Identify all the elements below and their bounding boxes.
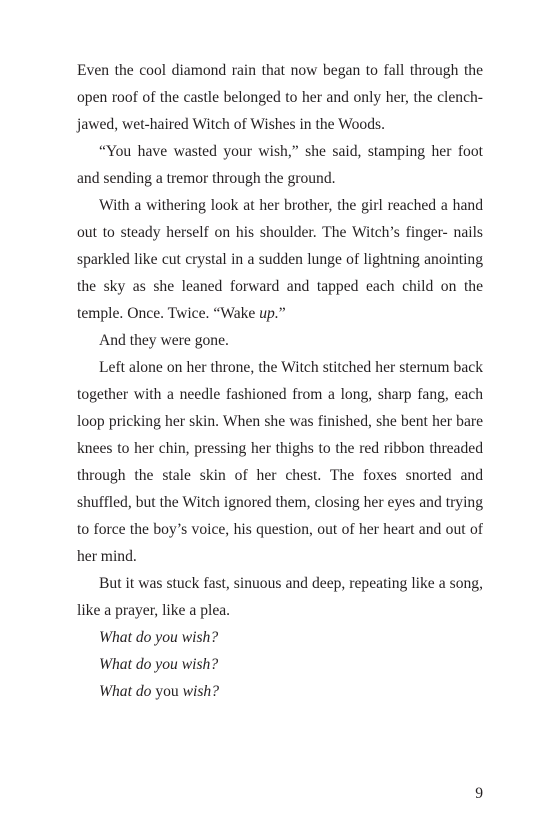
- verse-line-3-part-b: you: [151, 683, 183, 700]
- verse-line-3-part-c: wish?: [182, 683, 220, 700]
- page-number: 9: [475, 785, 483, 802]
- paragraph-1: Even the cool diamond rain that now began to fall through the open roof of the castle belonged to her and only her, the clench-jawed, wet-haired Witch of Wishes in the Woods.: [77, 62, 483, 133]
- verse-line-3: [77, 678, 483, 705]
- verse-line-2-text: What do you wish?: [99, 656, 219, 673]
- paragraph-2: “You have wasted your wish,” she said, stamping her foot and sending a tremor through the ground.: [77, 143, 483, 187]
- paragraph-4: And they were gone.: [99, 332, 229, 349]
- paragraph-3-close-quote: ”: [278, 305, 286, 322]
- verse-line-3-part-a: What do: [99, 683, 152, 700]
- verse-line-1-text: What do you wish?: [99, 629, 219, 646]
- verse-line-1: [77, 624, 483, 651]
- paragraph-3-main: With a withering look at her brother, the girl reached a hand out to steady herself on his shoulder. The Witch’s finger- nails sparkled like cut crystal in a sudden lunge of lightning anointing the sky as she leaned forward and tapped each child on the temple. Once. Twice. “Wake: [77, 197, 483, 322]
- paragraph-5: Left alone on her throne, the Witch stitched her sternum back together with a needle fashioned from a long, sharp fang, each loop pricking her skin. When she was finished, she bent her bare knees to her chin, pressing her thighs to the red ribbon threaded through the stale skin of her chest. The foxes snorted and shuffled, but the Witch ignored them, closing her eyes and trying to force the boy’s voice, his question, out of her heart and out of her mind.: [77, 359, 483, 565]
- paragraph-3-italic: up.: [259, 305, 279, 322]
- body-text: [77, 57, 483, 705]
- paragraph-6: But it was stuck fast, sinuous and deep, repeating like a song, like a prayer, like a plea.: [77, 575, 483, 619]
- verse-line-2: [77, 651, 483, 678]
- paragraph-3: [77, 192, 483, 327]
